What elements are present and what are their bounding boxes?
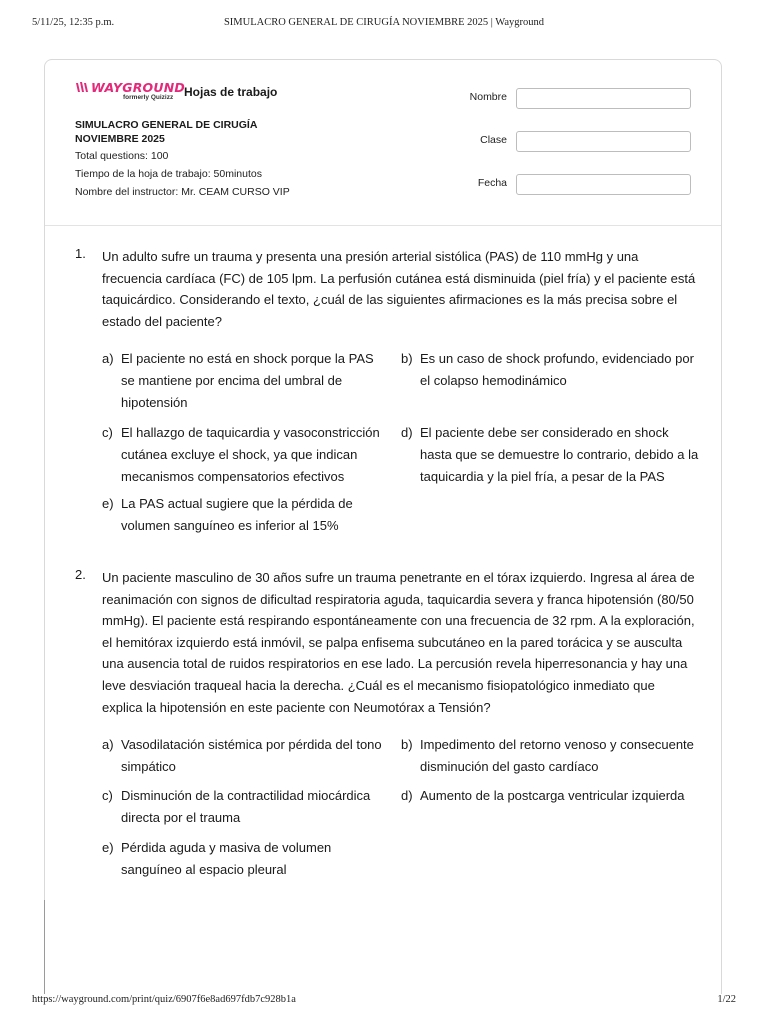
page-number: 1/22 xyxy=(717,994,736,1005)
option-letter: a) xyxy=(102,737,114,752)
option-text: Disminución de la contractilidad miocárdica directa por el trauma xyxy=(121,788,371,825)
option-text: El paciente debe ser considerado en shock hasta que se demuestre lo contrario, debido a la taquicardia y la piel fría, a pesar de la PAS xyxy=(420,425,699,484)
name-field[interactable] xyxy=(516,88,691,109)
question-number: 2. xyxy=(75,567,86,582)
option-letter: d) xyxy=(401,425,413,440)
option-text: Es un caso de shock profundo, evidenciado por el colapso hemodinámico xyxy=(420,351,694,388)
question-text: Un paciente masculino de 30 años sufre un trauma penetrante en el tórax izquierdo. Ingresa al área de reanimación con signos de dificultad respiratoria aguda, taquicardia severa y franca hipotensión (80/50 mmHg). El paciente está respirando espontáneamente con una frecuencia de 32 rpm. A la exploración, el hemitórax izquierdo está inmóvil, se palpa enfisema subcutáneo en la pared torácica y se ausculta una ausencia total de ruidos respiratorios en ese lado. La percusión revela hiperresonancia y hay una leve desviación traqueal hacia la derecha. ¿Cuál es el mecanismo fisiopatológico inmediato que explica la hipotensión en este paciente con Neumotórax a Tensión? xyxy=(102,570,695,715)
option-letter: e) xyxy=(102,496,114,511)
option-text: Impedimento del retorno venoso y consecuente disminución del gasto cardíaco xyxy=(420,737,694,774)
option-text: Aumento de la postcarga ventricular izquierda xyxy=(420,788,685,803)
formerly-text: formerly Quizizz xyxy=(123,94,174,101)
section-label: Hojas de trabajo xyxy=(184,85,278,99)
option-letter: a) xyxy=(102,351,114,366)
name-label: Nombre xyxy=(469,91,507,103)
option-text: El hallazgo de taquicardia y vasoconstricción cutánea excluye el shock, ya que indican mecanismos compensatorios efectivos xyxy=(121,425,380,484)
page-edge-line xyxy=(44,900,45,994)
worksheet-time: Tiempo de la hoja de trabajo: 50minutos xyxy=(75,168,262,180)
option-text: La PAS actual sugiere que la pérdida de volumen sanguíneo es inferior al 15% xyxy=(121,496,353,533)
print-url: https://wayground.com/print/quiz/6907f6e8ad697fdb7c928b1a xyxy=(32,994,296,1005)
total-questions: Total questions: 100 xyxy=(75,150,169,162)
wayground-logo-icon xyxy=(75,81,89,94)
print-datetime: 5/11/25, 12:35 p.m. xyxy=(32,17,115,28)
option-letter: b) xyxy=(401,351,413,366)
option-letter: d) xyxy=(401,788,413,803)
class-field[interactable] xyxy=(516,131,691,152)
print-title: SIMULACRO GENERAL DE CIRUGÍA NOVIEMBRE 2025 | Wayground xyxy=(223,17,545,28)
instructor-name: Nombre del instructor: Mr. CEAM CURSO VIP xyxy=(75,186,290,198)
worksheet-card xyxy=(44,59,722,994)
worksheet-title: SIMULACRO GENERAL DE CIRUGÍA NOVIEMBRE 2025 xyxy=(75,119,258,145)
question-number: 1. xyxy=(75,246,86,261)
brand-logo xyxy=(75,80,185,106)
class-label: Clase xyxy=(480,134,507,146)
question-text: Un adulto sufre un trauma y presenta una presión arterial sistólica (PAS) de 110 mmHg y una frecuencia cardíaca (FC) de 105 lpm. La perfusión cutánea está disminuida (piel fría) y el paciente está taquicárdico. Considerando el texto, ¿cuál de las siguientes afirmaciones es la más precisa sobre el estado del paciente? xyxy=(102,249,696,329)
option-letter: c) xyxy=(102,425,113,440)
date-label: Fecha xyxy=(477,177,507,189)
worksheet-header xyxy=(45,60,721,226)
option-letter: e) xyxy=(102,840,114,855)
option-text: Vasodilatación sistémica por pérdida del tono simpático xyxy=(121,737,382,774)
option-letter: b) xyxy=(401,737,413,752)
option-text: El paciente no está en shock porque la PAS se mantiene por encima del umbral de hipotensión xyxy=(121,351,374,410)
option-letter: c) xyxy=(102,788,113,803)
option-text: Pérdida aguda y masiva de volumen sanguíneo al espacio pleural xyxy=(121,840,332,877)
date-field[interactable] xyxy=(516,174,691,195)
logo-text: WAYGROUND xyxy=(91,80,185,95)
